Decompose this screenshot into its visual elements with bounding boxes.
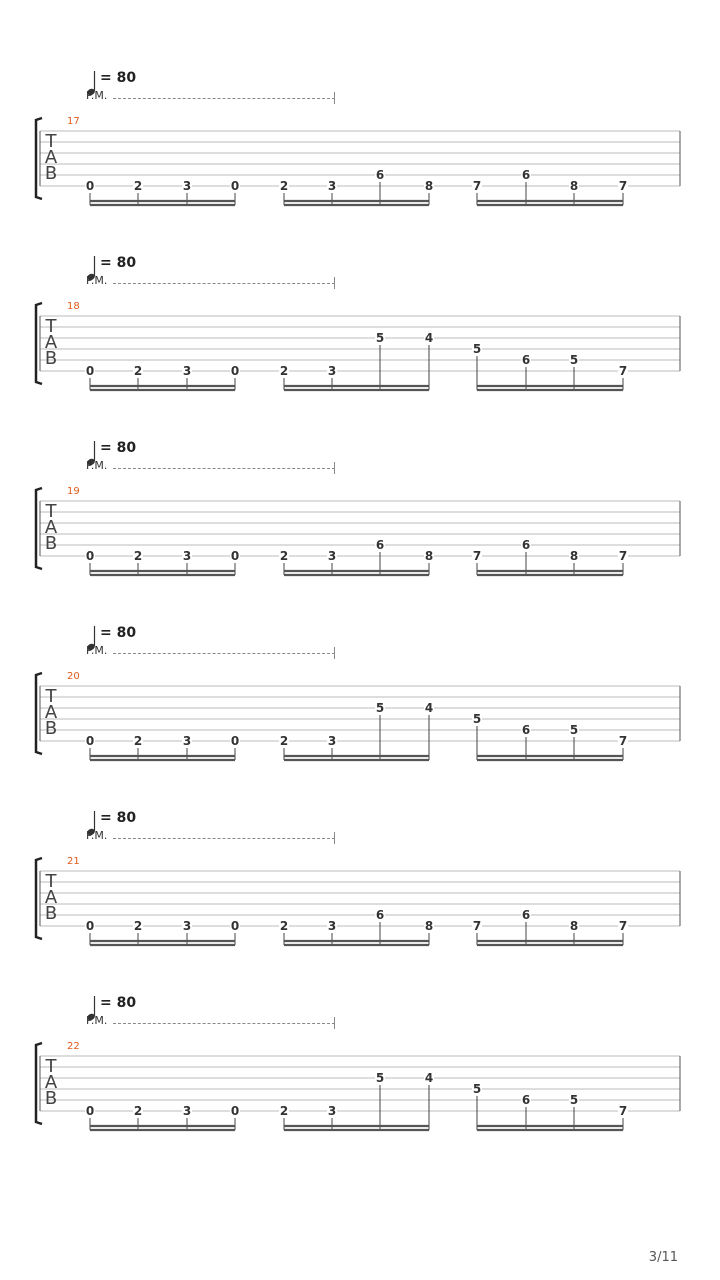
- fret-number: 2: [279, 734, 289, 748]
- measure-number: 18: [67, 301, 80, 312]
- fret-number: 7: [618, 549, 628, 563]
- fret-number: 7: [472, 919, 482, 933]
- fret-number: 3: [182, 364, 192, 378]
- fret-number: 5: [375, 1071, 385, 1085]
- fret-number: 6: [375, 908, 385, 922]
- tab-system: [0, 239, 720, 399]
- fret-number: 0: [85, 919, 95, 933]
- fret-number: 7: [472, 549, 482, 563]
- palm-mute-label: P.M.: [86, 1014, 108, 1027]
- tab-clef-letter: B: [44, 718, 58, 739]
- fret-number: 2: [279, 179, 289, 193]
- tab-system: [0, 609, 720, 769]
- fret-number: 5: [569, 723, 579, 737]
- fret-number: 5: [375, 331, 385, 345]
- fret-number: 8: [569, 549, 579, 563]
- fret-number: 3: [182, 919, 192, 933]
- fret-number: 6: [521, 168, 531, 182]
- fret-number: 0: [230, 364, 240, 378]
- tab-clef-letter: A: [44, 332, 58, 353]
- tab-clef-letter: T: [45, 316, 57, 337]
- tab-clef-letter: T: [45, 501, 57, 522]
- fret-number: 6: [375, 538, 385, 552]
- fret-number: 3: [182, 549, 192, 563]
- tab-staff: [0, 424, 720, 584]
- tempo-marking: = 80: [100, 810, 137, 826]
- fret-number: 2: [133, 549, 143, 563]
- tab-clef-letter: B: [44, 903, 58, 924]
- fret-number: 6: [521, 908, 531, 922]
- fret-number: 0: [230, 549, 240, 563]
- tab-clef-letter: A: [44, 887, 58, 908]
- tab-clef-letter: B: [44, 348, 58, 369]
- fret-number: 2: [133, 734, 143, 748]
- fret-number: 3: [182, 1104, 192, 1118]
- fret-number: 0: [85, 179, 95, 193]
- fret-number: 2: [133, 1104, 143, 1118]
- tab-clef-letter: T: [45, 871, 57, 892]
- fret-number: 2: [279, 549, 289, 563]
- fret-number: 5: [569, 1093, 579, 1107]
- fret-number: 3: [182, 734, 192, 748]
- fret-number: 7: [618, 919, 628, 933]
- tab-staff: [0, 609, 720, 769]
- fret-number: 5: [472, 342, 482, 356]
- tempo-marking: = 80: [100, 440, 137, 456]
- fret-number: 2: [279, 364, 289, 378]
- measure-number: 17: [67, 116, 80, 127]
- fret-number: 7: [618, 179, 628, 193]
- tab-clef-letter: A: [44, 517, 58, 538]
- palm-mute-label: P.M.: [86, 274, 108, 287]
- fret-number: 4: [424, 331, 434, 345]
- system-bracket: [36, 488, 42, 569]
- fret-number: 3: [327, 549, 337, 563]
- system-bracket: [36, 1043, 42, 1124]
- tab-clef-letter: B: [44, 533, 58, 554]
- fret-number: 3: [182, 179, 192, 193]
- fret-number: 0: [230, 734, 240, 748]
- tab-system: [0, 794, 720, 954]
- system-bracket: [36, 673, 42, 754]
- fret-number: 6: [375, 168, 385, 182]
- page-number: 3/11: [648, 1250, 678, 1265]
- fret-number: 2: [133, 364, 143, 378]
- tempo-marking: = 80: [100, 255, 137, 271]
- fret-number: 0: [230, 1104, 240, 1118]
- tab-clef-letter: B: [44, 163, 58, 184]
- fret-number: 7: [472, 179, 482, 193]
- tab-clef-letter: T: [45, 686, 57, 707]
- measure-number: 20: [67, 671, 80, 682]
- fret-number: 2: [133, 179, 143, 193]
- fret-number: 2: [133, 919, 143, 933]
- tab-system: [0, 424, 720, 584]
- measure-number: 21: [67, 856, 80, 867]
- tab-clef-letter: T: [45, 1056, 57, 1077]
- tab-clef-letter: T: [45, 131, 57, 152]
- fret-number: 0: [230, 919, 240, 933]
- fret-number: 7: [618, 734, 628, 748]
- fret-number: 5: [375, 701, 385, 715]
- measure-number: 22: [67, 1041, 80, 1052]
- fret-number: 8: [569, 179, 579, 193]
- fret-number: 4: [424, 1071, 434, 1085]
- fret-number: 3: [327, 734, 337, 748]
- fret-number: 0: [230, 179, 240, 193]
- tab-clef-letter: A: [44, 702, 58, 723]
- fret-number: 4: [424, 701, 434, 715]
- fret-number: 3: [327, 1104, 337, 1118]
- system-bracket: [36, 303, 42, 384]
- fret-number: 8: [424, 919, 434, 933]
- palm-mute-label: P.M.: [86, 829, 108, 842]
- fret-number: 6: [521, 723, 531, 737]
- tab-staff: [0, 979, 720, 1139]
- tab-clef-letter: B: [44, 1088, 58, 1109]
- fret-number: 6: [521, 538, 531, 552]
- fret-number: 0: [85, 734, 95, 748]
- system-bracket: [36, 118, 42, 199]
- fret-number: 7: [618, 364, 628, 378]
- measure-number: 19: [67, 486, 80, 497]
- tab-system: [0, 979, 720, 1139]
- tempo-marking: = 80: [100, 995, 137, 1011]
- fret-number: 5: [569, 353, 579, 367]
- fret-number: 3: [327, 179, 337, 193]
- tab-clef-letter: A: [44, 1072, 58, 1093]
- tab-staff: [0, 794, 720, 954]
- fret-number: 8: [424, 179, 434, 193]
- fret-number: 2: [279, 919, 289, 933]
- tab-system: [0, 54, 720, 214]
- fret-number: 8: [569, 919, 579, 933]
- tempo-marking: = 80: [100, 70, 137, 86]
- fret-number: 5: [472, 1082, 482, 1096]
- fret-number: 7: [618, 1104, 628, 1118]
- palm-mute-label: P.M.: [86, 644, 108, 657]
- fret-number: 0: [85, 549, 95, 563]
- fret-number: 0: [85, 364, 95, 378]
- tab-staff: [0, 54, 720, 214]
- fret-number: 0: [85, 1104, 95, 1118]
- fret-number: 2: [279, 1104, 289, 1118]
- fret-number: 3: [327, 364, 337, 378]
- fret-number: 6: [521, 353, 531, 367]
- fret-number: 5: [472, 712, 482, 726]
- fret-number: 6: [521, 1093, 531, 1107]
- palm-mute-label: P.M.: [86, 459, 108, 472]
- tab-clef-letter: A: [44, 147, 58, 168]
- fret-number: 3: [327, 919, 337, 933]
- tab-staff: [0, 239, 720, 399]
- palm-mute-label: P.M.: [86, 89, 108, 102]
- tempo-marking: = 80: [100, 625, 137, 641]
- system-bracket: [36, 858, 42, 939]
- fret-number: 8: [424, 549, 434, 563]
